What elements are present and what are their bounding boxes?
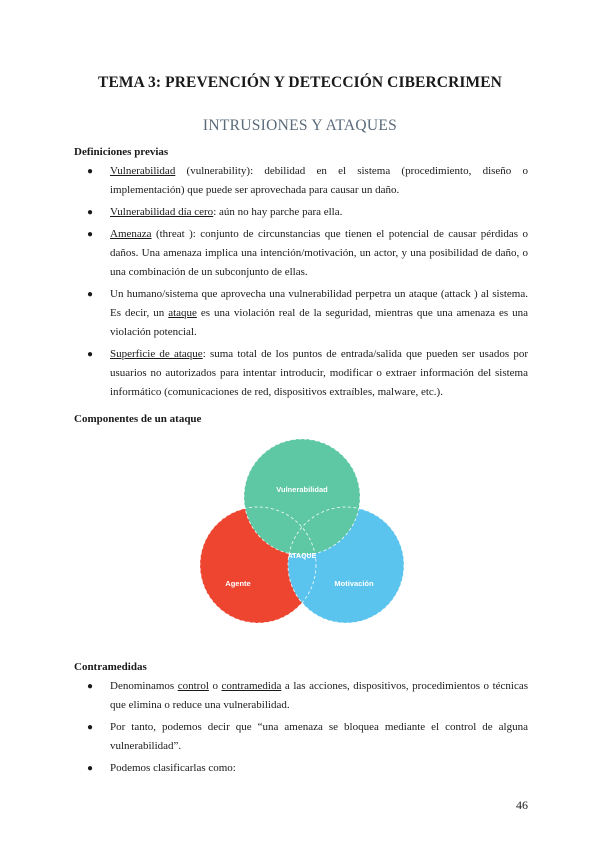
bullet-icon: ● (87, 166, 94, 177)
venn-label-agente: Agente (225, 579, 251, 588)
definition-text: (vulnerability): debilidad en el sistema (procedimiento, diseño o implementación) que puede ser aprovechada para causar un daño. (110, 165, 528, 196)
definitions-list (74, 162, 528, 405)
venn-label-vulnerabilidad: Vulnerabilidad (276, 485, 328, 494)
list-item (74, 285, 528, 342)
list-item (74, 225, 528, 282)
term: ataque (168, 307, 197, 319)
bullet-icon: ● (87, 349, 94, 360)
definitions-heading: Definiciones previas (74, 146, 169, 158)
term: contramedida (221, 680, 282, 692)
page-title: TEMA 3: PREVENCIÓN Y DETECCIÓN CIBERCRIMEN (98, 74, 502, 91)
bullet-icon: ● (87, 763, 94, 774)
bullet-icon: ● (87, 289, 94, 300)
venn-circle-vulnerabilidad-front (244, 439, 360, 555)
item-text: a las acciones, dispositivos, procedimientos o técnicas que elimina o reduce una vulnerabilidad. (110, 680, 528, 711)
components-heading: Componentes de un ataque (74, 413, 202, 425)
term: control (177, 680, 209, 692)
item-text: Por tanto, podemos decir que “una amenaza se bloquea mediante el control de alguna vulnerabilidad”. (110, 721, 528, 752)
list-item (74, 345, 528, 402)
bullet-icon: ● (87, 722, 94, 733)
page-number: 46 (516, 798, 528, 812)
venn-label-motivacion: Motivación (334, 579, 374, 588)
definition-text: : aún no hay parche para ella. (213, 206, 343, 218)
bullet-icon: ● (87, 229, 94, 240)
list-item (74, 203, 528, 222)
item-text: o (208, 680, 222, 692)
countermeasures-heading: Contramedidas (74, 661, 147, 673)
definition-text: Un humano/sistema que aprovecha una vulnerabilidad perpetra un ataque (attack ) al sistema. Es decir, un (110, 288, 528, 319)
list-item (74, 677, 528, 715)
list-item (74, 718, 528, 756)
countermeasures-list (74, 677, 528, 781)
bullet-icon: ● (87, 681, 94, 692)
venn-label-ataque: ATAQUE (287, 553, 317, 560)
term: Amenaza (110, 228, 152, 240)
definition-text: : suma total de los puntos de entrada/salida que pueden ser usados por usuarios no autorizados para intentar introducir, modificar o extraer información del sistema informático (comunicaciones de red, dispositivos extraíbles, malware, etc.). (110, 348, 528, 398)
term: Superficie de ataque (110, 348, 203, 360)
item-text: Denominamos (110, 680, 178, 692)
item-text: Podemos clasificarlas como: (110, 762, 236, 774)
definition-text: es una violación real de la seguridad, mientras que una amenaza es una violación potencial. (110, 307, 529, 338)
attack-venn-diagram (196, 437, 408, 625)
definition-text: (threat ): conjunto de circunstancias que tienen el potencial de causar pérdidas o daños. Una amenaza implica una intención/motivación, un actor, y una posibilidad de daño, o una combinación de un subconjunto de ellas. (110, 228, 528, 278)
list-item (74, 759, 528, 778)
term: Vulnerabilidad día cero (110, 206, 214, 218)
term: Vulnerabilidad (110, 165, 176, 177)
bullet-icon: ● (87, 207, 94, 218)
section-title: INTRUSIONES Y ATAQUES (202, 117, 398, 134)
list-item (74, 162, 528, 200)
